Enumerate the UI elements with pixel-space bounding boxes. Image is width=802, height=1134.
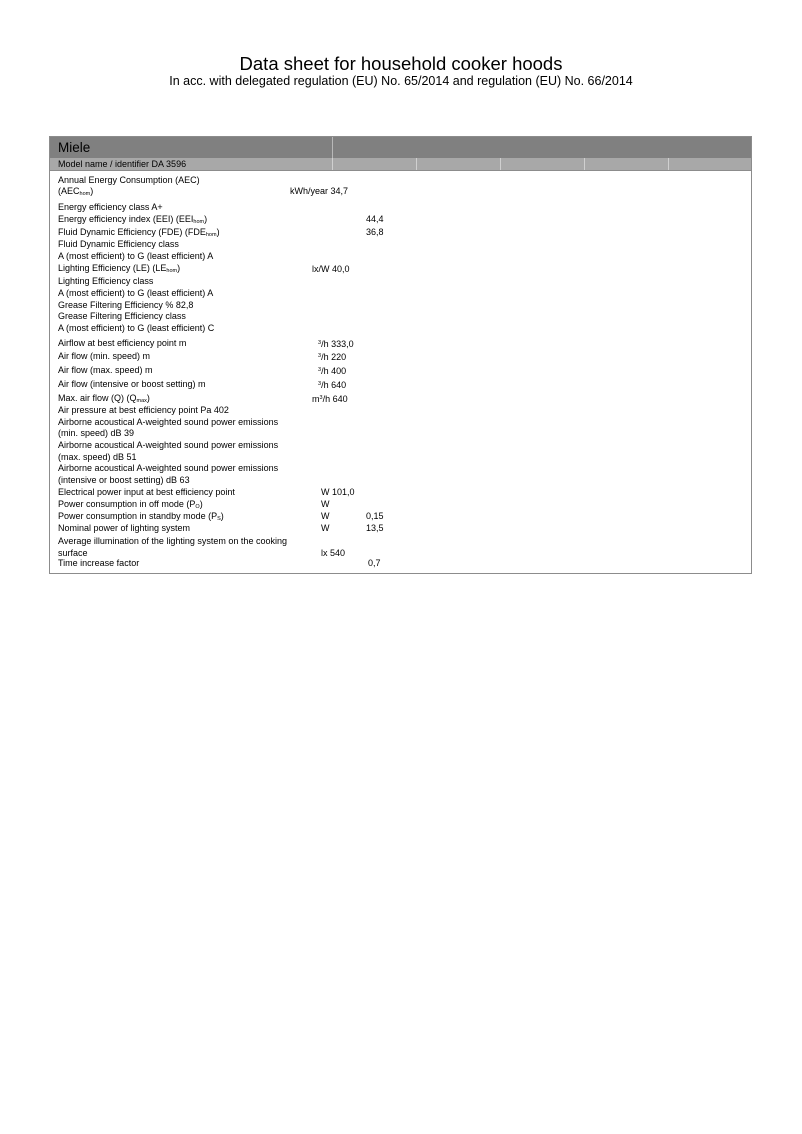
airflow-bep-label: Airflow at best efficiency point m xyxy=(58,338,187,348)
time-increase-label: Time increase factor xyxy=(58,558,140,568)
column-divider xyxy=(668,158,669,170)
model-identifier: Model name / identifier DA 3596 xyxy=(58,159,187,169)
fde-label: Fluid Dynamic Efficiency (FDE) $(FDE_{hom})$ xyxy=(58,227,220,238)
noise-min-value: (min. speed) dB 39 xyxy=(58,428,135,438)
fde-class-label: Fluid Dynamic Efficiency class xyxy=(58,239,179,249)
le-class-label: Lighting Efficiency class xyxy=(58,276,154,286)
standby-value: 0,15 xyxy=(366,511,384,521)
lighting-power-value: 13,5 xyxy=(366,523,384,533)
standby-unit: W xyxy=(321,511,330,521)
aec-value: kWh/year 34,7 xyxy=(290,186,349,196)
page-subtitle: In acc. with delegated regulation (EU) No. 65/2014 and regulation (EU) No. 66/2014 xyxy=(169,74,633,88)
illumination-value: lx 540 xyxy=(321,548,346,558)
illumination-label-cont: surface xyxy=(58,548,88,558)
row-divider xyxy=(50,170,751,171)
gfe-value: Grease Filtering Efficiency % 82,8 xyxy=(58,300,194,310)
airflow-int-label: Air flow (intensive or boost setting) m xyxy=(58,379,206,389)
qmax-value: $m^3/h$ 640 xyxy=(312,394,348,404)
le-label: Lighting Efficiency (LE) $(LE_{hom})$ xyxy=(58,263,181,274)
airflow-min-label: Air flow (min. speed) m xyxy=(58,351,151,361)
brand-name: Miele xyxy=(58,140,91,155)
off-mode-label: Power consumption in off mode $(P_O)$ xyxy=(58,499,203,510)
noise-min-label: Airborne acoustical A-weighted sound power emissions xyxy=(58,417,279,427)
energy-class: Energy efficiency class A+ xyxy=(58,202,163,212)
column-divider xyxy=(500,158,501,170)
noise-max-label: Airborne acoustical A-weighted sound power emissions xyxy=(58,440,279,450)
noise-max-value: (max. speed) dB 51 xyxy=(58,452,137,462)
fde-class-value: A (most efficient) to G (least efficient) A xyxy=(58,251,214,261)
time-increase-value: 0,7 xyxy=(368,558,381,568)
gfe-class-value: A (most efficient) to G (least efficient) C xyxy=(58,323,215,333)
airflow-min-value: $^3$/h 220 xyxy=(318,352,347,362)
airflow-bep-value: $^3$/h 333,0 xyxy=(318,339,354,349)
lighting-power-label: Nominal power of lighting system xyxy=(58,523,191,533)
model-row xyxy=(50,158,751,170)
page-title: Data sheet for household cooker hoods xyxy=(239,53,563,74)
gfe-class-label: Grease Filtering Efficiency class xyxy=(58,311,186,321)
le-class-value: A (most efficient) to G (least efficient) A xyxy=(58,288,214,298)
qmax-label: Max. air flow (Q) $(Q_{max})$ xyxy=(58,393,150,404)
noise-int-value: (intensive or boost setting) dB 63 xyxy=(58,475,190,485)
illumination-label: Average illumination of the lighting system on the cooking xyxy=(58,536,287,546)
pressure-value: Air pressure at best efficiency point Pa 402 xyxy=(58,405,229,415)
eei-value: 44,4 xyxy=(366,214,384,224)
le-value: lx/W 40,0 xyxy=(312,264,350,274)
aec-label: Annual Energy Consumption (AEC) xyxy=(58,175,200,185)
data-sheet-table xyxy=(49,136,752,574)
off-mode-unit: W xyxy=(321,499,330,509)
column-divider xyxy=(416,158,417,170)
header-divider xyxy=(332,137,333,158)
eei-label: Energy efficiency index (EEI) $(EEI_{hom})$ xyxy=(58,214,208,225)
standby-label: Power consumption in standby mode $(P_S)$ xyxy=(58,511,224,522)
elec-label: Electrical power input at best efficiency point xyxy=(58,487,235,497)
airflow-max-value: $^3$/h 400 xyxy=(318,366,347,376)
column-divider xyxy=(332,158,333,170)
aec-label-sub: $(AEC_{hom})$ xyxy=(58,186,94,197)
airflow-max-label: Air flow (max. speed) m xyxy=(58,365,153,375)
brand-header xyxy=(50,137,751,158)
fde-value: 36,8 xyxy=(366,227,384,237)
elec-value: W 101,0 xyxy=(321,487,355,497)
column-divider xyxy=(584,158,585,170)
noise-int-label: Airborne acoustical A-weighted sound power emissions xyxy=(58,463,279,473)
lighting-power-unit: W xyxy=(321,523,330,533)
airflow-int-value: $^3$/h 640 xyxy=(318,380,347,390)
